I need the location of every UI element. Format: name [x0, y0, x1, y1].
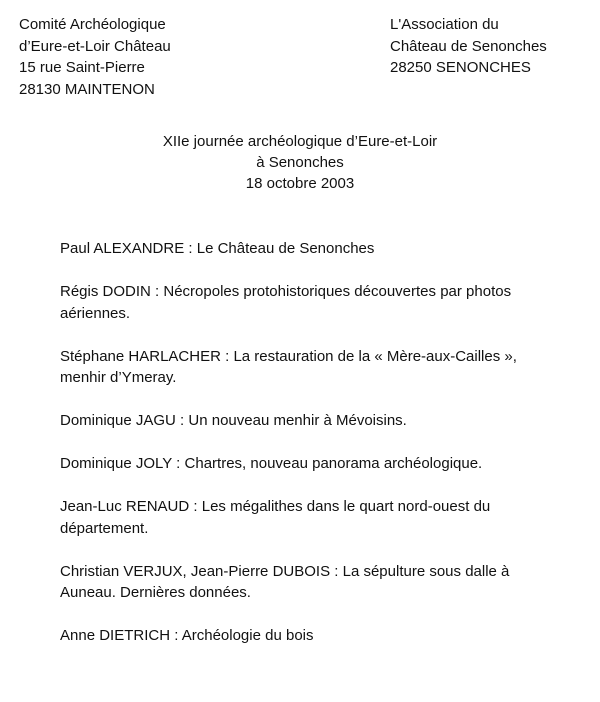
talk-item — [60, 496, 560, 539]
talk-speaker: Stéphane HARLACHER — [60, 347, 221, 365]
sender-line: Comité Archéologique — [19, 16, 166, 33]
talk-item — [60, 561, 560, 604]
event-name: XIIe journée archéologique d’Eure-et-Loir — [162, 133, 438, 150]
talk-item — [60, 281, 560, 324]
sender-line: d’Eure-et-Loir Château — [19, 37, 171, 55]
talk-separator: : — [170, 627, 182, 644]
talk-separator: : — [330, 562, 343, 580]
talk-list — [60, 238, 560, 668]
talk-speaker: Régis DODIN — [60, 283, 151, 300]
talk-speaker: Dominique JAGU — [60, 412, 176, 429]
talk-item — [60, 346, 560, 389]
talk-speaker: Jean-Luc RENAUD — [60, 498, 190, 515]
talk-topic: Les mégalithes dans le quart nord-ouest du département. — [60, 498, 491, 537]
talk-item — [60, 410, 560, 432]
talk-item — [60, 238, 560, 260]
talk-topic: Le Château de Senonches — [196, 240, 375, 257]
recipient-line: Château de Senonches — [390, 37, 547, 55]
talk-speaker: Dominique JOLY — [60, 455, 173, 472]
sender-address — [19, 14, 171, 100]
recipient-address — [390, 14, 547, 79]
talk-speaker: Anne DIETRICH — [60, 627, 171, 644]
talk-separator: : — [175, 412, 189, 429]
sender-line: 28130 MAINTENON — [19, 80, 155, 98]
talk-separator: : — [150, 283, 164, 300]
sender-line: 15 rue Saint-Pierre — [19, 59, 145, 76]
event-location: à Senonches — [256, 154, 344, 171]
talk-topic: Un nouveau menhir à Mévoisins. — [188, 412, 407, 429]
talk-topic: La restauration de la « Mère-aux-Cailles », menhir d’Ymeray. — [60, 347, 517, 386]
talk-topic: Nécropoles protohistoriques découvertes par photos aériennes. — [60, 283, 512, 322]
recipient-line: 28250 SENONCHES — [390, 59, 531, 76]
talk-speaker: Paul ALEXANDRE — [60, 240, 185, 257]
talk-topic: Archéologie du bois — [181, 627, 314, 644]
talk-speaker: Christian VERJUX, Jean-Pierre DUBOIS — [60, 562, 331, 580]
talk-item — [60, 453, 560, 475]
event-title — [0, 131, 600, 194]
recipient-line: L'Association du — [390, 16, 499, 33]
talk-topic: La sépulture sous dalle à Auneau. Dernières données. — [60, 562, 510, 601]
event-date: 18 octobre 2003 — [245, 175, 355, 192]
talk-separator: : — [172, 455, 185, 472]
talk-topic: Chartres, nouveau panorama archéologique. — [184, 455, 483, 472]
talk-item — [60, 625, 560, 647]
talk-separator: : — [220, 347, 234, 365]
talk-separator: : — [184, 240, 197, 257]
talk-separator: : — [189, 498, 202, 515]
